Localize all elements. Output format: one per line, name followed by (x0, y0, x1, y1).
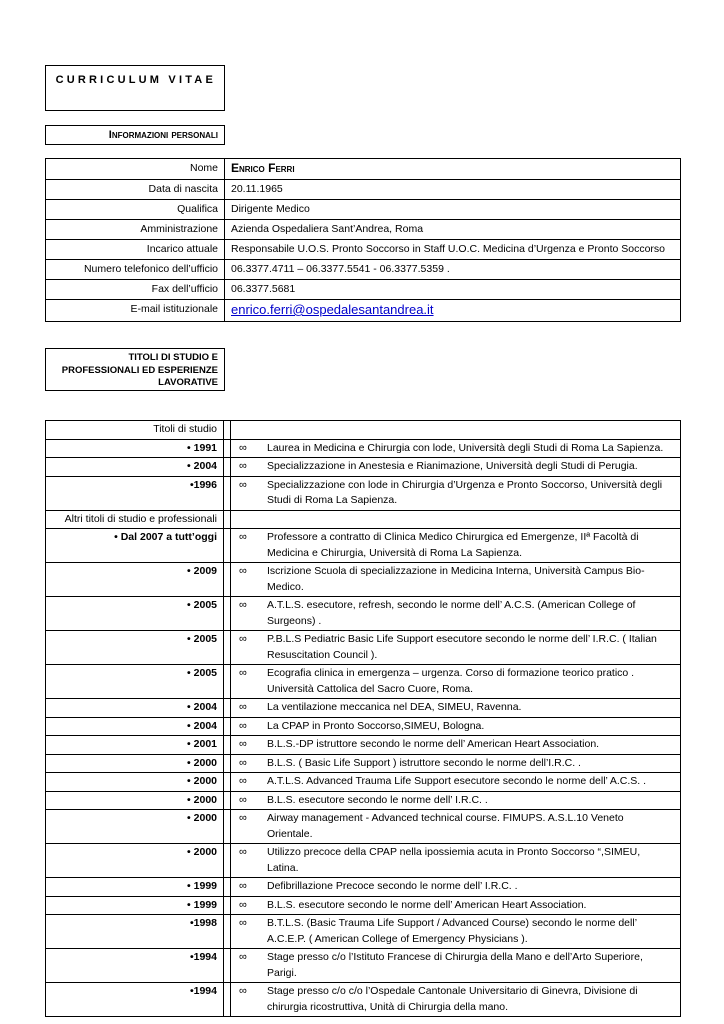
education-row (46, 983, 681, 1017)
info-label: Nome (46, 159, 225, 180)
year-cell (46, 631, 224, 665)
description-text: Ecografia clinica in emergenza – urgenza. Corso di formazione teorico pratico . Università Cattolica del Sacro Cuore, Roma. (267, 667, 635, 695)
year-label: •1998 (189, 917, 217, 929)
empty-cell (231, 421, 681, 440)
info-value: 06.3377.5681 (231, 283, 296, 295)
year-label: • 1999 (187, 880, 217, 892)
year-cell (46, 949, 224, 983)
info-value-cell (225, 180, 681, 200)
infinity-bullet-icon: ∞ (239, 599, 247, 611)
spacer-cell (224, 510, 231, 529)
infinity-bullet-icon: ∞ (239, 951, 247, 963)
info-label: Incarico attuale (46, 240, 225, 260)
section-header-titles (45, 348, 225, 391)
education-row (46, 439, 681, 458)
year-cell (46, 476, 224, 510)
year-label: • Dal 2007 a tutt’oggi (114, 531, 217, 543)
description-cell (231, 665, 681, 699)
education-row (46, 476, 681, 510)
info-row (46, 220, 681, 240)
year-label: • 2000 (187, 812, 217, 824)
infinity-bullet-icon: ∞ (239, 793, 247, 806)
spacer-cell (224, 983, 231, 1017)
education-row (46, 529, 681, 563)
year-cell (46, 665, 224, 699)
infinity-bullet-icon: ∞ (239, 719, 247, 732)
infinity-bullet-icon: ∞ (239, 701, 247, 713)
spacer-cell (224, 717, 231, 736)
info-value-cell (225, 200, 681, 220)
description-text: Stage presso c/o l’Istituto Francese di Chirurgia della Mano e dell’Arto Superiore, Parigi. (267, 951, 643, 979)
info-row (46, 300, 681, 322)
year-cell (46, 736, 224, 755)
description-cell (231, 597, 681, 631)
education-row (46, 810, 681, 844)
section-header-personal (45, 125, 225, 145)
spacer-cell (224, 665, 231, 699)
description-text: Laurea in Medicina e Chirurgia con lode, Università degli Studi di Roma La Sapienza. (267, 441, 664, 454)
description-cell (231, 791, 681, 810)
year-label: • 2005 (187, 599, 217, 611)
year-label: • 2000 (187, 793, 217, 806)
empty-cell (231, 510, 681, 529)
info-label: Qualifica (46, 200, 225, 220)
education-row (46, 915, 681, 949)
education-group-label: Titoli di studio (46, 421, 224, 440)
year-cell (46, 597, 224, 631)
description-text: P.B.L.S Pediatric Basic Life Support esecutore secondo le norme dell’ I.R.C. ( Italian Resuscitation Council ). (267, 633, 657, 661)
info-row (46, 159, 681, 180)
info-value: Dirigente Medico (231, 203, 310, 215)
education-group-label: Altri titoli di studio e professionali (46, 510, 224, 529)
education-row (46, 563, 681, 597)
info-label: Data di nascita (46, 180, 225, 200)
year-label: • 1991 (187, 441, 217, 454)
info-value-cell (225, 280, 681, 300)
cv-title-box (45, 65, 225, 111)
info-value-cell (225, 240, 681, 260)
education-table (45, 420, 681, 1017)
year-label: • 2004 (187, 719, 217, 732)
infinity-bullet-icon: ∞ (239, 917, 247, 929)
year-cell (46, 773, 224, 792)
spacer-cell (224, 810, 231, 844)
year-label: • 2004 (187, 460, 217, 472)
description-text: Specializzazione in Anestesia e Rianimazione, Università degli Studi di Perugia. (267, 460, 638, 472)
education-row (46, 754, 681, 773)
year-label: • 2000 (187, 775, 217, 787)
spacer-cell (224, 896, 231, 915)
spacer-cell (224, 458, 231, 477)
personal-info-table (45, 158, 681, 322)
description-text: Iscrizione Scuola di specializzazione in Medicina Interna, Università Campus Bio-Medico. (267, 565, 645, 593)
education-group-row (46, 421, 681, 440)
infinity-bullet-icon: ∞ (239, 898, 247, 911)
description-cell (231, 736, 681, 755)
info-label: Numero telefonico dell’ufficio (46, 260, 225, 280)
year-cell (46, 896, 224, 915)
info-label: E-mail istituzionale (46, 300, 225, 322)
year-cell (46, 791, 224, 810)
info-row (46, 280, 681, 300)
description-cell (231, 439, 681, 458)
info-label: Amministrazione (46, 220, 225, 240)
cv-title: CURRICULUM VITAE (55, 74, 216, 86)
infinity-bullet-icon: ∞ (239, 775, 247, 787)
section-title-personal: Informazioni personali (108, 129, 218, 141)
spacer-cell (224, 915, 231, 949)
section-title-titles: TITOLI DI STUDIO E PROFESSIONALI ED ESPERIENZE LAVORATIVE (61, 352, 218, 388)
year-cell (46, 844, 224, 878)
description-cell (231, 458, 681, 477)
infinity-bullet-icon: ∞ (239, 531, 247, 543)
year-label: • 2009 (187, 565, 217, 577)
info-value-cell (225, 159, 681, 180)
info-value-cell (225, 220, 681, 240)
education-row (46, 458, 681, 477)
year-cell (46, 754, 224, 773)
description-cell (231, 983, 681, 1017)
education-row (46, 665, 681, 699)
description-text: La ventilazione meccanica nel DEA, SIMEU, Ravenna. (267, 701, 522, 713)
spacer-cell (224, 476, 231, 510)
spacer-cell (224, 949, 231, 983)
education-row (46, 717, 681, 736)
info-row (46, 240, 681, 260)
description-cell (231, 717, 681, 736)
description-text: Specializzazione con lode in Chirurgia d’Urgenza e Pronto Soccorso, Università degli Studi di Roma La Sapienza. (267, 478, 663, 506)
description-cell (231, 699, 681, 718)
education-row (46, 949, 681, 983)
year-cell (46, 458, 224, 477)
spacer-cell (224, 563, 231, 597)
education-row (46, 878, 681, 897)
year-cell (46, 717, 224, 736)
year-label: •1994 (189, 985, 217, 997)
education-row (46, 791, 681, 810)
education-row (46, 597, 681, 631)
info-value-cell (225, 260, 681, 280)
description-cell (231, 949, 681, 983)
spacer-cell (224, 529, 231, 563)
info-value: 20.11.1965 (231, 183, 283, 195)
year-label: • 2004 (187, 701, 217, 713)
spacer-cell (224, 754, 231, 773)
year-cell (46, 810, 224, 844)
year-cell (46, 563, 224, 597)
infinity-bullet-icon: ∞ (239, 756, 247, 769)
person-name: Enrico Ferri (231, 161, 295, 175)
education-row (46, 773, 681, 792)
spacer-cell (224, 439, 231, 458)
description-text: Defibrillazione Precoce secondo le norme dell’ I.R.C. . (267, 880, 518, 892)
year-label: • 2001 (187, 738, 217, 750)
infinity-bullet-icon: ∞ (239, 460, 247, 472)
description-cell (231, 878, 681, 897)
infinity-bullet-icon: ∞ (239, 565, 247, 577)
description-text: B.T.L.S. (Basic Trauma Life Support / Advanced Course) secondo le norme dell’ A.C.E.P. ( American College of Emergency Physicians ). (267, 917, 637, 945)
description-text: Utilizzo precoce della CPAP nella ipossiemia acuta in Pronto Soccorso “,SIMEU, Latina. (267, 846, 641, 874)
spacer-cell (224, 736, 231, 755)
description-cell (231, 844, 681, 878)
description-cell (231, 896, 681, 915)
year-cell (46, 529, 224, 563)
email-link[interactable]: enrico.ferri@ospedalesantandrea.it (231, 302, 434, 317)
description-cell (231, 563, 681, 597)
infinity-bullet-icon: ∞ (239, 738, 247, 750)
year-label: • 1999 (187, 898, 217, 911)
info-row (46, 260, 681, 280)
year-label: • 2005 (187, 667, 217, 679)
year-cell (46, 983, 224, 1017)
description-cell (231, 754, 681, 773)
infinity-bullet-icon: ∞ (239, 633, 247, 645)
spacer-cell (224, 844, 231, 878)
description-cell (231, 476, 681, 510)
spacer-cell (224, 773, 231, 792)
infinity-bullet-icon: ∞ (239, 846, 247, 858)
description-text: B.L.S.-DP istruttore secondo le norme dell’ American Heart Association. (267, 738, 600, 750)
description-text: B.L.S. ( Basic Life Support ) istruttore secondo le norme dell’I.R.C. . (267, 756, 581, 769)
spacer-cell (224, 631, 231, 665)
year-label: • 2000 (187, 846, 217, 858)
infinity-bullet-icon: ∞ (239, 441, 247, 454)
infinity-bullet-icon: ∞ (239, 667, 247, 679)
year-label: •1996 (189, 478, 217, 491)
infinity-bullet-icon: ∞ (239, 478, 247, 491)
info-row (46, 180, 681, 200)
year-cell (46, 439, 224, 458)
year-cell (46, 915, 224, 949)
description-text: B.L.S. esecutore secondo le norme dell’ I.R.C. . (267, 793, 488, 806)
description-cell (231, 915, 681, 949)
year-label: •1994 (189, 951, 217, 963)
education-row (46, 844, 681, 878)
description-text: Stage presso c/o c/o l’Ospedale Cantonale Universitario di Ginevra, Divisione di chirurgia ricostruttiva, Unità di Chirurgia della mano. (267, 985, 638, 1013)
info-value: Azienda Ospedaliera Sant’Andrea, Roma (231, 223, 424, 235)
spacer-cell (224, 878, 231, 897)
description-cell (231, 773, 681, 792)
infinity-bullet-icon: ∞ (239, 985, 247, 997)
description-text: Airway management - Advanced technical course. FIMUPS. A.S.L.10 Veneto Orientale. (267, 812, 624, 840)
description-text: A.T.L.S. Advanced Trauma Life Support esecutore secondo le norme dell’ A.C.S. . (267, 775, 646, 787)
info-value: 06.3377.4711 – 06.3377.5541 - 06.3377.5359 . (231, 263, 450, 275)
description-text: Professore a contratto di Clinica Medico Chirurgica ed Emergenze, IIª Facoltà di Medicina e Chirurgia, Università di Roma La Sapienza. (267, 531, 639, 559)
education-row (46, 631, 681, 665)
infinity-bullet-icon: ∞ (239, 880, 247, 892)
info-label: Fax dell’ufficio (46, 280, 225, 300)
year-cell (46, 878, 224, 897)
info-value: Responsabile U.O.S. Pronto Soccorso in Staff U.O.C. Medicina d’Urgenza e Pronto Soccorso (231, 243, 666, 255)
description-cell (231, 810, 681, 844)
year-label: • 2000 (187, 756, 217, 769)
year-label: • 2005 (187, 633, 217, 645)
education-row (46, 896, 681, 915)
description-text: A.T.L.S. esecutore, refresh, secondo le norme dell’ A.C.S. (American College of Surgeons) . (267, 599, 636, 627)
spacer-cell (224, 699, 231, 718)
description-text: La CPAP in Pronto Soccorso,SIMEU, Bologna. (267, 719, 485, 732)
description-cell (231, 529, 681, 563)
spacer-cell (224, 597, 231, 631)
education-group-row (46, 510, 681, 529)
description-text: B.L.S. esecutore secondo le norme dell’ American Heart Association. (267, 898, 587, 911)
year-cell (46, 699, 224, 718)
info-value-cell (225, 300, 681, 322)
spacer-cell (224, 421, 231, 440)
spacer-cell (224, 791, 231, 810)
education-row (46, 736, 681, 755)
education-row (46, 699, 681, 718)
info-row (46, 200, 681, 220)
description-cell (231, 631, 681, 665)
infinity-bullet-icon: ∞ (239, 812, 247, 824)
